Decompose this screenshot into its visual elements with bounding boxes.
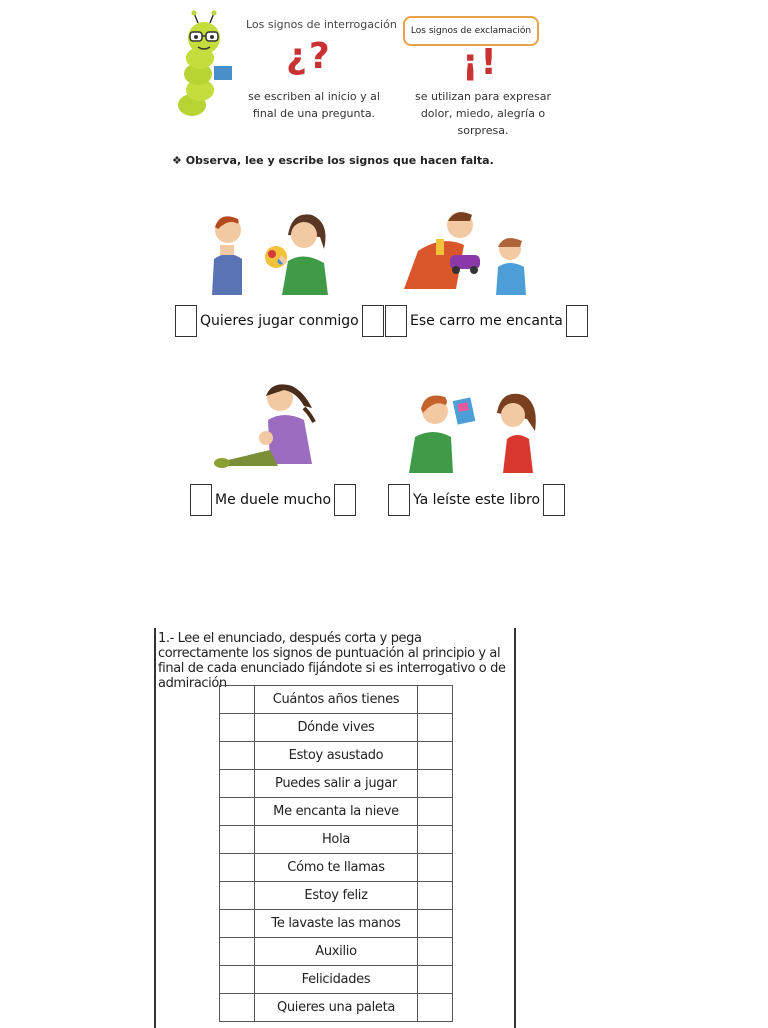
sentence-cell: Dónde vives: [255, 714, 418, 742]
closing-sign-cell[interactable]: [418, 770, 453, 798]
opening-sign-cell[interactable]: [220, 938, 255, 966]
opening-sign-cell[interactable]: [220, 798, 255, 826]
opening-sign-cell[interactable]: [220, 882, 255, 910]
children-book-illustration: [405, 385, 547, 473]
sentence-row-1: [175, 305, 384, 337]
sentence-cell: Quieres una paleta: [255, 994, 418, 1022]
closing-sign-cell[interactable]: [418, 966, 453, 994]
caterpillar-illustration: [170, 10, 240, 120]
opening-sign-cell[interactable]: [220, 994, 255, 1022]
exclamation-description: se utilizan para expresar dolor, miedo, alegría o sorpresa.: [414, 90, 552, 137]
table-row: [220, 994, 453, 1022]
table-row: [220, 686, 453, 714]
table-row: [220, 882, 453, 910]
closing-sign-box[interactable]: [543, 484, 565, 516]
sentence-text: Me duele mucho: [215, 492, 332, 508]
sentence-cell: Hola: [255, 826, 418, 854]
sentence-cell: Puedes salir a jugar: [255, 770, 418, 798]
sentence-row-3: [190, 484, 356, 516]
sentence-text: Quieres jugar conmigo: [200, 313, 359, 329]
opening-sign-box[interactable]: [388, 484, 410, 516]
closing-sign-cell[interactable]: [418, 854, 453, 882]
closing-sign-cell[interactable]: [418, 938, 453, 966]
closing-sign-cell[interactable]: [418, 742, 453, 770]
interrogation-symbol: ¿?: [286, 36, 332, 77]
opening-sign-box[interactable]: [175, 305, 197, 337]
closing-sign-box[interactable]: [362, 305, 384, 337]
closing-sign-cell[interactable]: [418, 714, 453, 742]
sentence-cell: Cómo te llamas: [255, 854, 418, 882]
opening-sign-cell[interactable]: [220, 770, 255, 798]
sentence-text: Ya leíste este libro: [413, 492, 541, 508]
opening-sign-cell[interactable]: [220, 966, 255, 994]
opening-sign-cell[interactable]: [220, 910, 255, 938]
opening-sign-box[interactable]: [385, 305, 407, 337]
cut-paste-instruction: 1.- Lee el enunciado, después corta y pega correctamente los signos de puntuación al principio y al final de cada enunciado fijándote si es interrogativo o de admiración: [158, 631, 506, 691]
sentence-cell: Me encanta la nieve: [255, 798, 418, 826]
closing-sign-cell[interactable]: [418, 826, 453, 854]
hurt-girl-illustration: [208, 378, 320, 473]
table-row: [220, 826, 453, 854]
interrogation-title: Los signos de interrogación: [246, 18, 397, 31]
closing-sign-cell[interactable]: [418, 994, 453, 1022]
sentence-row-2: [385, 305, 588, 337]
interrogation-description: se escriben al inicio y al final de una pregunta.: [248, 90, 380, 120]
opening-sign-cell[interactable]: [220, 854, 255, 882]
table-row: [220, 770, 453, 798]
sentence-row-4: [388, 484, 565, 516]
sentence-cell: Estoy asustado: [255, 742, 418, 770]
opening-sign-cell[interactable]: [220, 686, 255, 714]
closing-sign-box[interactable]: [334, 484, 356, 516]
sentence-cell: Auxilio: [255, 938, 418, 966]
closing-sign-cell[interactable]: [418, 686, 453, 714]
sentence-table: [219, 685, 453, 1022]
opening-sign-cell[interactable]: [220, 714, 255, 742]
table-row: [220, 714, 453, 742]
sentence-cell: Cuántos años tienes: [255, 686, 418, 714]
sentence-cell: Estoy feliz: [255, 882, 418, 910]
table-row: [220, 966, 453, 994]
sentence-text: Ese carro me encanta: [410, 313, 563, 329]
opening-sign-box[interactable]: [190, 484, 212, 516]
children-ball-illustration: [200, 205, 365, 297]
man-toy-car-illustration: [398, 205, 543, 297]
sentence-cell: Felicidades: [255, 966, 418, 994]
closing-sign-cell[interactable]: [418, 882, 453, 910]
table-row: [220, 742, 453, 770]
closing-sign-box[interactable]: [566, 305, 588, 337]
opening-sign-cell[interactable]: [220, 742, 255, 770]
sentence-cell: Te lavaste las manos: [255, 910, 418, 938]
table-row: [220, 854, 453, 882]
opening-sign-cell[interactable]: [220, 826, 255, 854]
closing-sign-cell[interactable]: [418, 910, 453, 938]
table-row: [220, 910, 453, 938]
table-row: [220, 938, 453, 966]
closing-sign-cell[interactable]: [418, 798, 453, 826]
exercise-instruction: ❖ Observa, lee y escribe los signos que hacen falta.: [172, 154, 494, 167]
table-row: [220, 798, 453, 826]
exclamation-symbol: ¡!: [462, 42, 499, 83]
exclamation-title: Los signos de exclamación: [410, 26, 532, 36]
